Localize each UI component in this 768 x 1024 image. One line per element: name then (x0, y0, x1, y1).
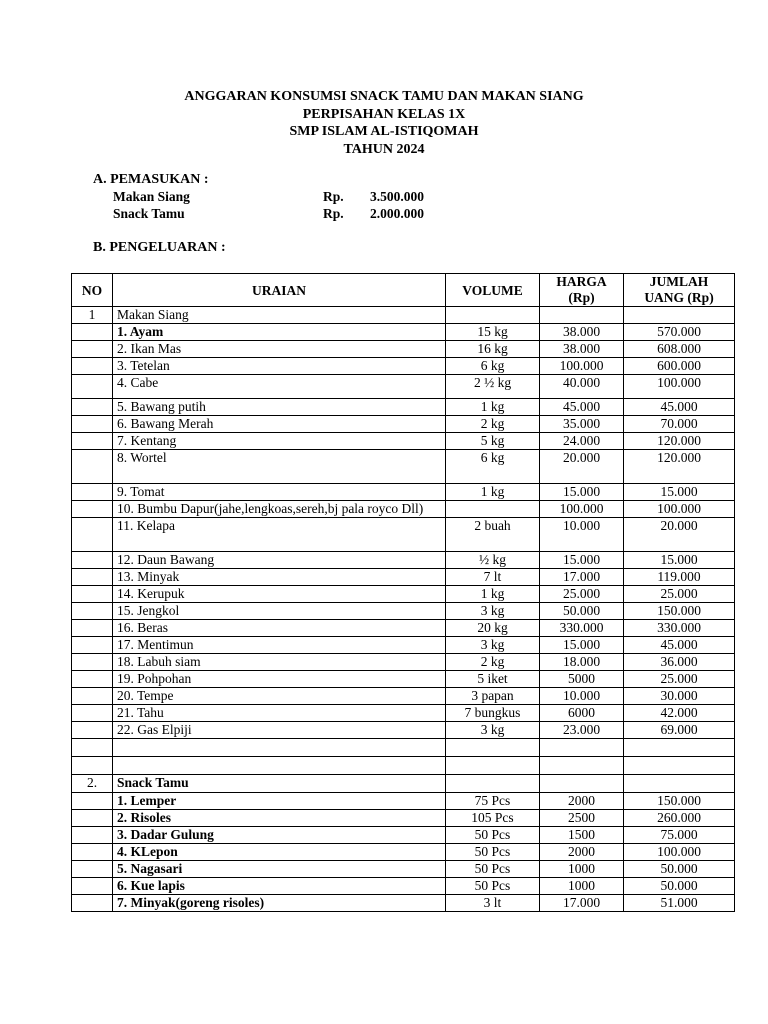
item-name: 8. Wortel (113, 450, 446, 484)
table-row (72, 433, 735, 450)
header-volume: VOLUME (446, 274, 540, 307)
item-name: 7. Minyak(goreng risoles) (113, 895, 446, 912)
item-name: 3. Dadar Gulung (113, 827, 446, 844)
item-name: 14. Kerupuk (113, 586, 446, 603)
table-row (72, 705, 735, 722)
section-row (72, 307, 735, 324)
item-harga: 10.000 (540, 518, 624, 552)
cell-no (72, 586, 113, 603)
table-row (72, 501, 735, 518)
cell-uraian (113, 739, 446, 757)
title-line-4: TAHUN 2024 (343, 141, 425, 157)
item-volume: 1 kg (446, 484, 540, 501)
item-volume: 2 buah (446, 518, 540, 552)
table-row (72, 620, 735, 637)
table-row (72, 416, 735, 433)
item-name: 5. Nagasari (113, 861, 446, 878)
cell-no (72, 341, 113, 358)
item-harga: 15.000 (540, 484, 624, 501)
cell-jumlah (624, 757, 735, 775)
item-name: 6. Kue lapis (113, 878, 446, 895)
item-name: 13. Minyak (113, 569, 446, 586)
item-name: 1. Lemper (113, 793, 446, 810)
item-name: 3. Tetelan (113, 358, 446, 375)
table-row (72, 375, 735, 399)
section-row (72, 775, 735, 793)
cell-no (72, 450, 113, 484)
table-row (72, 688, 735, 705)
cell-no (72, 603, 113, 620)
cell-no (72, 895, 113, 912)
cell-volume (446, 307, 540, 324)
item-name: 1. Ayam (113, 324, 446, 341)
item-harga: 10.000 (540, 688, 624, 705)
item-name: 5. Bawang putih (113, 399, 446, 416)
table-row (72, 586, 735, 603)
item-jumlah: 45.000 (624, 399, 735, 416)
item-harga: 5000 (540, 671, 624, 688)
table-header-row (72, 274, 735, 307)
cell-no (72, 671, 113, 688)
title-line-2: PERPISAHAN KELAS 1X (302, 106, 466, 122)
cell-no (72, 810, 113, 827)
item-volume: 16 kg (446, 341, 540, 358)
table-row (72, 810, 735, 827)
cell-harga (540, 307, 624, 324)
item-volume: 50 Pcs (446, 827, 540, 844)
item-name: 9. Tomat (113, 484, 446, 501)
item-jumlah: 100.000 (624, 844, 735, 861)
cell-no (72, 827, 113, 844)
cell-no: 2. (72, 775, 113, 793)
cell-volume (446, 739, 540, 757)
cell-no: 1 (72, 307, 113, 324)
cell-harga (540, 739, 624, 757)
table-row (72, 324, 735, 341)
item-harga: 50.000 (540, 603, 624, 620)
table-row (72, 518, 735, 552)
table-row (72, 793, 735, 810)
item-jumlah: 50.000 (624, 878, 735, 895)
expense-table (71, 273, 735, 912)
item-harga: 6000 (540, 705, 624, 722)
item-jumlah: 30.000 (624, 688, 735, 705)
item-harga: 35.000 (540, 416, 624, 433)
cell-jumlah (624, 307, 735, 324)
item-harga: 100.000 (540, 358, 624, 375)
cell-no (72, 878, 113, 895)
table-row (72, 895, 735, 912)
item-jumlah: 260.000 (624, 810, 735, 827)
cell-no (72, 518, 113, 552)
cell-no (72, 705, 113, 722)
title-line-1: ANGGARAN KONSUMSI SNACK TAMU DAN MAKAN SIANG (184, 89, 584, 104)
item-jumlah: 330.000 (624, 620, 735, 637)
item-volume: 7 lt (446, 569, 540, 586)
empty-row (72, 757, 735, 775)
item-volume: 6 kg (446, 358, 540, 375)
cell-no (72, 688, 113, 705)
item-jumlah: 570.000 (624, 324, 735, 341)
item-jumlah: 600.000 (624, 358, 735, 375)
item-jumlah: 15.000 (624, 552, 735, 569)
cell-harga (540, 775, 624, 793)
table-row (72, 552, 735, 569)
item-volume: 3 kg (446, 637, 540, 654)
cell-no (72, 739, 113, 757)
item-jumlah: 51.000 (624, 895, 735, 912)
item-name: 6. Bawang Merah (113, 416, 446, 433)
item-volume: 3 kg (446, 722, 540, 739)
header-uraian: URAIAN (113, 274, 446, 307)
table-row (72, 569, 735, 586)
cell-jumlah (624, 775, 735, 793)
cell-no (72, 844, 113, 861)
cell-no (72, 722, 113, 739)
table-row (72, 654, 735, 671)
item-harga: 23.000 (540, 722, 624, 739)
item-volume: 5 kg (446, 433, 540, 450)
title-line-3: SMP ISLAM AL-ISTIQOMAH (289, 124, 479, 139)
item-jumlah: 36.000 (624, 654, 735, 671)
table-row (72, 484, 735, 501)
item-jumlah: 75.000 (624, 827, 735, 844)
item-jumlah: 50.000 (624, 861, 735, 878)
item-volume: 7 bungkus (446, 705, 540, 722)
item-jumlah: 69.000 (624, 722, 735, 739)
table-row (72, 603, 735, 620)
cell-no (72, 569, 113, 586)
header-jumlah-line2: UANG (Rp) (644, 290, 714, 305)
header-harga (540, 274, 624, 307)
item-volume: 3 papan (446, 688, 540, 705)
item-jumlah: 45.000 (624, 637, 735, 654)
cell-no (72, 861, 113, 878)
item-jumlah: 150.000 (624, 603, 735, 620)
item-name: 22. Gas Elpiji (113, 722, 446, 739)
item-name: 10. Bumbu Dapur(jahe,lengkoas,sereh,bj pala royco Dll) (113, 501, 446, 518)
item-volume: 2 ½ kg (446, 375, 540, 399)
income-currency: Rp. (323, 206, 344, 221)
income-currency: Rp. (323, 189, 344, 204)
section-name: Snack Tamu (113, 775, 446, 793)
income-label: Snack Tamu (113, 206, 185, 221)
item-harga: 45.000 (540, 399, 624, 416)
item-volume: 5 iket (446, 671, 540, 688)
expense-heading: B. PENGELUARAN : (93, 240, 226, 255)
item-jumlah: 15.000 (624, 484, 735, 501)
item-volume: 75 Pcs (446, 793, 540, 810)
item-harga: 1000 (540, 861, 624, 878)
cell-jumlah (624, 739, 735, 757)
item-jumlah: 25.000 (624, 671, 735, 688)
item-harga: 100.000 (540, 501, 624, 518)
item-jumlah: 100.000 (624, 375, 735, 399)
item-jumlah: 100.000 (624, 501, 735, 518)
item-volume: 20 kg (446, 620, 540, 637)
item-harga: 1000 (540, 878, 624, 895)
item-harga: 330.000 (540, 620, 624, 637)
item-harga: 17.000 (540, 895, 624, 912)
item-volume: 6 kg (446, 450, 540, 484)
cell-no (72, 375, 113, 399)
item-harga: 15.000 (540, 637, 624, 654)
item-jumlah: 150.000 (624, 793, 735, 810)
item-harga: 18.000 (540, 654, 624, 671)
item-volume: 50 Pcs (446, 844, 540, 861)
cell-no (72, 358, 113, 375)
item-harga: 20.000 (540, 450, 624, 484)
table-row (72, 399, 735, 416)
cell-no (72, 757, 113, 775)
item-name: 16. Beras (113, 620, 446, 637)
item-jumlah: 120.000 (624, 433, 735, 450)
header-jumlah-line1: JUMLAH (649, 274, 709, 289)
income-label: Makan Siang (113, 189, 190, 204)
table-row (72, 671, 735, 688)
item-name: 20. Tempe (113, 688, 446, 705)
item-harga: 38.000 (540, 341, 624, 358)
income-heading: A. PEMASUKAN : (93, 172, 209, 187)
item-harga: 1500 (540, 827, 624, 844)
item-name: 2. Risoles (113, 810, 446, 827)
item-volume: ½ kg (446, 552, 540, 569)
item-name: 4. KLepon (113, 844, 446, 861)
cell-no (72, 654, 113, 671)
item-name: 21. Tahu (113, 705, 446, 722)
cell-no (72, 416, 113, 433)
cell-volume (446, 775, 540, 793)
section-name: Makan Siang (113, 307, 446, 324)
item-jumlah: 20.000 (624, 518, 735, 552)
cell-no (72, 637, 113, 654)
item-name: 11. Kelapa (113, 518, 446, 552)
income-amount: 2.000.000 (370, 206, 424, 221)
item-volume: 1 kg (446, 586, 540, 603)
item-harga: 2000 (540, 844, 624, 861)
item-name: 12. Daun Bawang (113, 552, 446, 569)
item-jumlah: 120.000 (624, 450, 735, 484)
item-volume: 2 kg (446, 654, 540, 671)
empty-row (72, 739, 735, 757)
item-name: 2. Ikan Mas (113, 341, 446, 358)
item-jumlah: 119.000 (624, 569, 735, 586)
cell-no (72, 399, 113, 416)
cell-no (72, 793, 113, 810)
table-row (72, 341, 735, 358)
item-name: 7. Kentang (113, 433, 446, 450)
item-harga: 40.000 (540, 375, 624, 399)
item-volume: 50 Pcs (446, 878, 540, 895)
cell-volume (446, 757, 540, 775)
cell-harga (540, 757, 624, 775)
cell-no (72, 433, 113, 450)
income-amount: 3.500.000 (370, 189, 424, 204)
table-row (72, 637, 735, 654)
header-no: NO (72, 274, 113, 307)
item-jumlah: 608.000 (624, 341, 735, 358)
item-volume: 105 Pcs (446, 810, 540, 827)
item-harga: 2500 (540, 810, 624, 827)
cell-no (72, 620, 113, 637)
cell-uraian (113, 757, 446, 775)
item-volume: 50 Pcs (446, 861, 540, 878)
item-name: 4. Cabe (113, 375, 446, 399)
item-volume: 3 lt (446, 895, 540, 912)
item-volume: 1 kg (446, 399, 540, 416)
item-volume (446, 501, 540, 518)
table-row (72, 450, 735, 484)
item-name: 19. Pohpohan (113, 671, 446, 688)
table-row (72, 844, 735, 861)
item-harga: 25.000 (540, 586, 624, 603)
item-jumlah: 42.000 (624, 705, 735, 722)
table-row (72, 861, 735, 878)
item-harga: 24.000 (540, 433, 624, 450)
item-harga: 15.000 (540, 552, 624, 569)
header-harga-line2: (Rp) (568, 290, 595, 305)
table-row (72, 358, 735, 375)
header-jumlah (624, 274, 735, 307)
cell-no (72, 324, 113, 341)
header-harga-line1: HARGA (556, 274, 607, 289)
table-row (72, 827, 735, 844)
item-harga: 2000 (540, 793, 624, 810)
item-harga: 17.000 (540, 569, 624, 586)
item-name: 15. Jengkol (113, 603, 446, 620)
cell-no (72, 501, 113, 518)
item-volume: 2 kg (446, 416, 540, 433)
document-title (0, 88, 768, 158)
item-harga: 38.000 (540, 324, 624, 341)
table-row (72, 722, 735, 739)
cell-no (72, 552, 113, 569)
item-volume: 3 kg (446, 603, 540, 620)
item-name: 18. Labuh siam (113, 654, 446, 671)
item-jumlah: 25.000 (624, 586, 735, 603)
item-volume: 15 kg (446, 324, 540, 341)
item-jumlah: 70.000 (624, 416, 735, 433)
table-row (72, 878, 735, 895)
item-name: 17. Mentimun (113, 637, 446, 654)
cell-no (72, 484, 113, 501)
